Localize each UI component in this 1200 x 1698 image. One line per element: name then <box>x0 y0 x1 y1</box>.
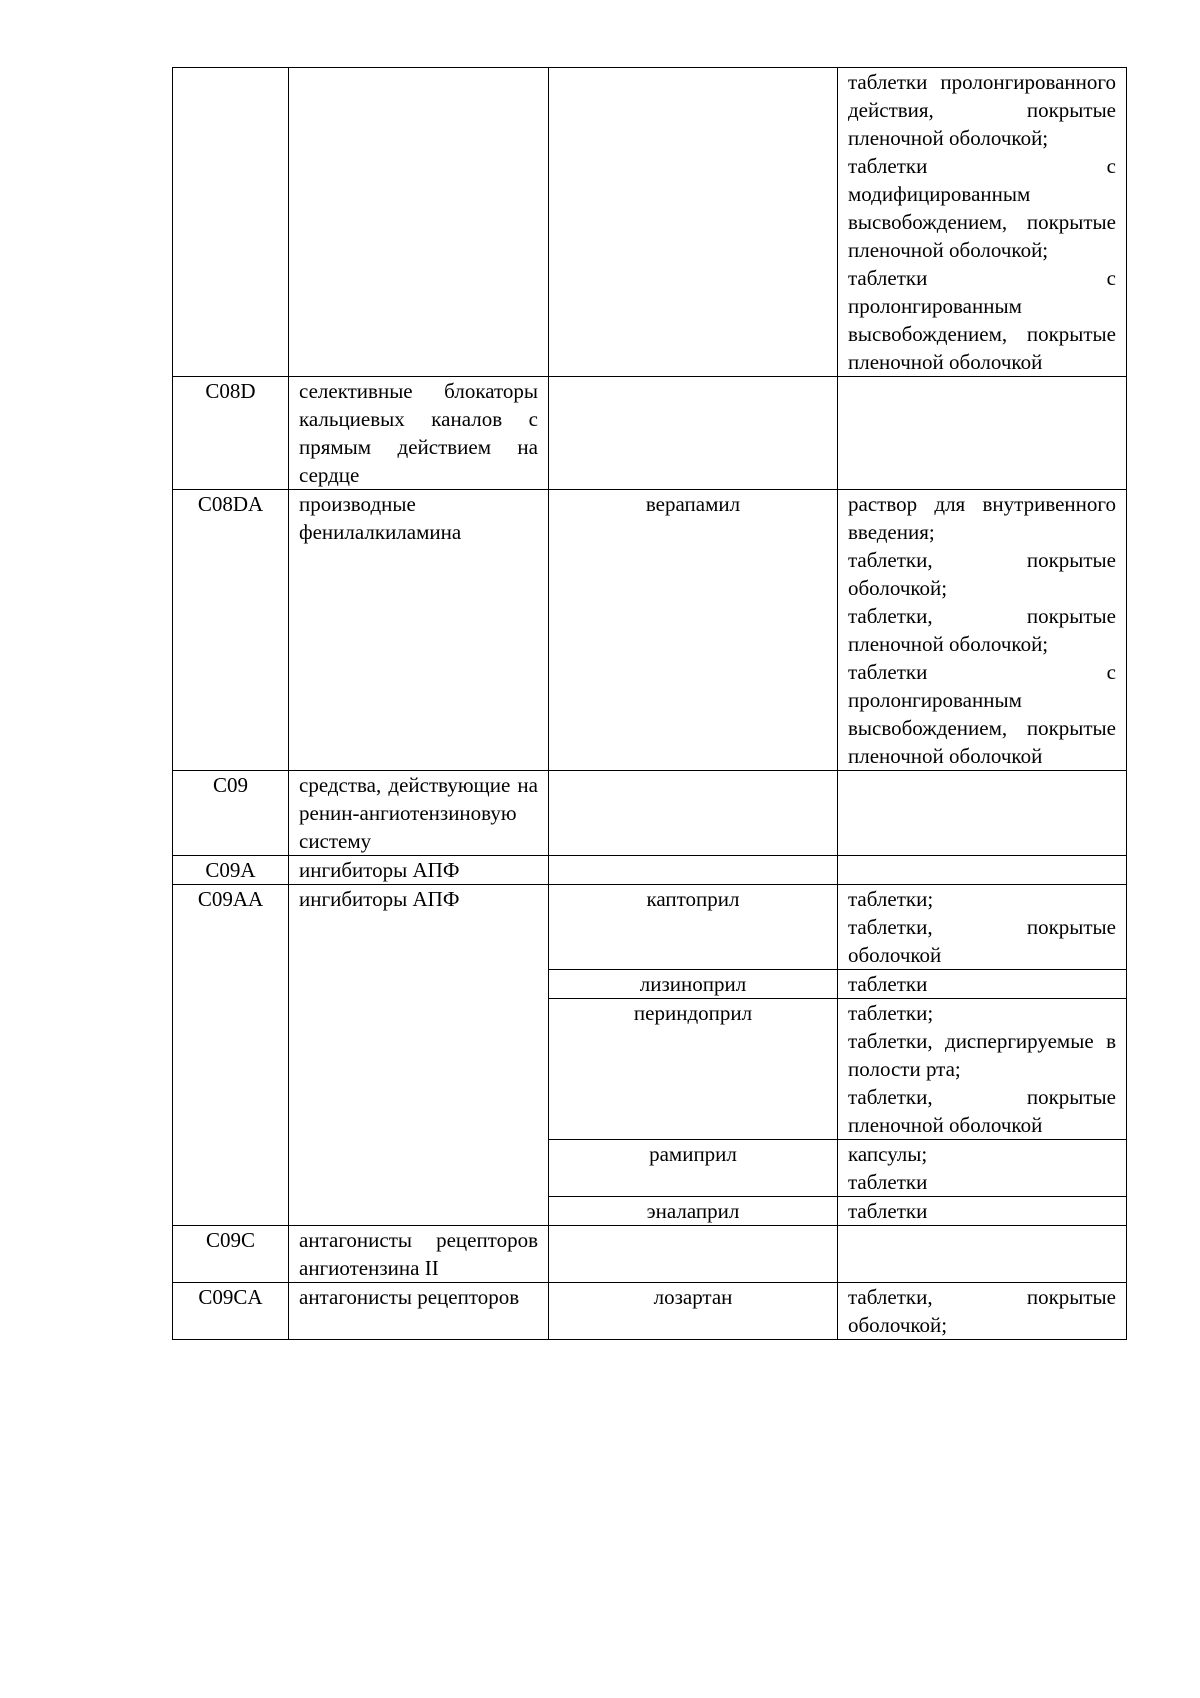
dosage-form-item: таблетки <box>848 972 928 996</box>
group-name-cell: селективные блокаторы кальциевых каналов с прямым действием на сердце <box>289 377 549 490</box>
atc-code-cell: C09C <box>173 1226 289 1283</box>
dosage-form-item: таблетки с пролонгированным высвобождением, покрытые пленочной оболочкой <box>848 660 1116 768</box>
atc-code-cell: C09AA <box>173 885 289 1226</box>
dosage-form-item: таблетки, покрытые оболочкой; <box>848 548 1116 600</box>
dosage-forms-cell <box>838 1226 1127 1283</box>
dosage-form-item: таблетки <box>848 1170 928 1194</box>
atc-code-cell <box>173 68 289 377</box>
dosage-form-item: таблетки; <box>848 1001 934 1025</box>
dosage-forms-cell <box>838 490 1127 771</box>
dosage-form-item: таблетки, покрытые пленочной оболочкой; <box>848 604 1116 656</box>
atc-code-cell: C08D <box>173 377 289 490</box>
dosage-form-item: капсулы; <box>848 1142 928 1166</box>
table-row <box>173 68 1127 377</box>
dosage-form-item: таблетки <box>848 1199 928 1223</box>
table-row <box>173 490 1127 771</box>
group-name-cell <box>289 68 549 377</box>
dosage-forms-cell <box>838 856 1127 885</box>
inn-cell <box>549 68 838 377</box>
dosage-forms-cell <box>838 970 1127 999</box>
atc-code-cell: C09A <box>173 856 289 885</box>
dosage-form-item: таблетки, диспергируемые в полости рта; <box>848 1029 1116 1081</box>
group-name-cell: средства, действующие на ренин-ангиотензиновую систему <box>289 771 549 856</box>
table-row <box>173 885 1127 970</box>
group-name-cell: ингибиторы АПФ <box>289 856 549 885</box>
dosage-form-item: раствор для внутривенного введения; <box>848 492 1116 544</box>
table-body <box>173 68 1127 1340</box>
inn-cell <box>549 377 838 490</box>
dosage-forms-cell <box>838 1197 1127 1226</box>
dosage-forms-cell <box>838 377 1127 490</box>
dosage-form-item: таблетки; <box>848 887 934 911</box>
dosage-forms-cell <box>838 1283 1127 1340</box>
inn-cell <box>549 771 838 856</box>
table-row <box>173 771 1127 856</box>
table-row <box>173 1283 1127 1340</box>
inn-cell: каптоприл <box>549 885 838 970</box>
inn-cell: лозартан <box>549 1283 838 1340</box>
inn-cell <box>549 1226 838 1283</box>
dosage-forms-cell <box>838 1140 1127 1197</box>
dosage-form-item: таблетки, покрытые пленочной оболочкой <box>848 1085 1116 1137</box>
dosage-forms-cell <box>838 771 1127 856</box>
group-name-cell: производные фенилалкиламина <box>289 490 549 771</box>
table-row <box>173 377 1127 490</box>
inn-cell: эналаприл <box>549 1197 838 1226</box>
atc-code-cell: C08DA <box>173 490 289 771</box>
inn-cell: рамиприл <box>549 1140 838 1197</box>
inn-cell <box>549 856 838 885</box>
dosage-form-item: таблетки с модифицированным высвобождением, покрытые пленочной оболочкой; <box>848 154 1116 262</box>
group-name-cell: антагонисты рецепторов ангиотензина II <box>289 1226 549 1283</box>
table-row <box>173 856 1127 885</box>
inn-cell: лизиноприл <box>549 970 838 999</box>
dosage-forms-cell <box>838 68 1127 377</box>
dosage-form-item: таблетки с пролонгированным высвобождением, покрытые пленочной оболочкой <box>848 266 1116 374</box>
dosage-forms-cell <box>838 885 1127 970</box>
group-name-cell: антагонисты рецепторов <box>289 1283 549 1340</box>
inn-cell: верапамил <box>549 490 838 771</box>
dosage-form-item: таблетки пролонгированного действия, покрытые пленочной оболочкой; <box>848 70 1116 150</box>
group-name-cell: ингибиторы АПФ <box>289 885 549 1226</box>
atc-code-cell: C09CA <box>173 1283 289 1340</box>
dosage-form-item: таблетки, покрытые оболочкой <box>848 915 1116 967</box>
atc-code-cell: C09 <box>173 771 289 856</box>
dosage-forms-cell <box>838 999 1127 1140</box>
drug-table <box>172 67 1127 1340</box>
dosage-form-item: таблетки, покрытые оболочкой; <box>848 1285 1116 1337</box>
inn-cell: периндоприл <box>549 999 838 1140</box>
table-row <box>173 1226 1127 1283</box>
